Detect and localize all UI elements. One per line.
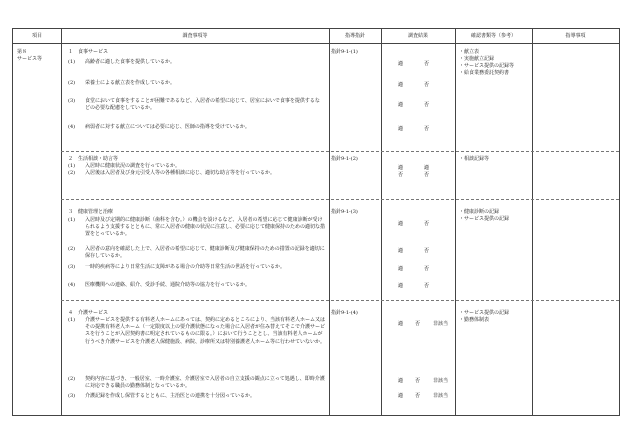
guideline-ref: 指針9-1-(1) — [331, 49, 358, 55]
result-conforming[interactable]: 適 — [398, 126, 404, 132]
header-item: 項目 — [31, 33, 42, 39]
header-survey: 調査事項等 — [182, 33, 208, 39]
row-text: 栄養士による献立表を作成しているか。 — [85, 80, 176, 86]
doc-item: ・サービス提供の記録等 — [459, 63, 515, 69]
doc-item: ・健康診断の記録 — [459, 209, 500, 215]
row-number: (2) — [68, 170, 76, 176]
column-divider — [329, 29, 330, 415]
guideline-ref: 指針9-1-(3) — [331, 209, 358, 215]
section-divider — [61, 300, 619, 301]
row-text: 病弱者に対する献立については必要に応じ、医師の指導を受けているか。 — [85, 124, 250, 130]
section-title: ４ 介護サービス — [68, 310, 109, 316]
header-instruction: 指導事項 — [565, 33, 586, 39]
result-nonconforming[interactable]: 否 — [424, 221, 430, 227]
result-nonconforming[interactable]: 否 — [415, 321, 421, 327]
row-text: 入居時及び定期的に健康診断（歯科を含む。）の機会を設けるなど、入居者の希望に応じて健康診断が受けられるよう支援するとともに、常に入居者の健康の状況に注意し、必要に応じて健康保持のための適切な措置をとっているか。 — [85, 217, 326, 238]
result-nonconforming[interactable]: 否 — [424, 61, 430, 67]
row-number: (2) — [68, 246, 76, 252]
header-divider — [13, 43, 619, 44]
section-title: ２ 生活相談・助言等 — [68, 156, 119, 162]
result-conforming[interactable]: 適 — [398, 393, 404, 399]
result-nonconforming[interactable]: 否 — [424, 82, 430, 88]
row-text: 入居者の意向を確認した上で、入居者の希望に応じて、健康診断及び健康保持のための措置の記録を適切に保存しているか。 — [85, 246, 325, 260]
row-text: 高齢者に適した食事を提供しているか。 — [85, 59, 176, 65]
row-number: (3) — [68, 393, 76, 399]
result-not-applicable[interactable]: 非該当 — [433, 378, 449, 384]
result-nonconforming[interactable]: 否 — [398, 172, 404, 178]
row-text: 食堂において食事をすることが困難であるなど、入居者の希望に応じて、居室においで食事を提供するなどの必要な配慮をしているか。 — [85, 98, 320, 112]
column-divider — [455, 29, 456, 415]
row-number: (2) — [68, 80, 76, 86]
guideline-ref: 指針9-1-(2) — [331, 156, 358, 162]
row-text: 入居後は入居者及び身元引受人等の各種相談に応じ、適切な助言等を行っているか。 — [85, 170, 276, 176]
item-number: 第８ — [17, 49, 28, 55]
header-result: 調査結果 — [407, 33, 428, 39]
result-nonconforming[interactable]: 否 — [424, 172, 430, 178]
row-number: (2) — [68, 376, 76, 382]
row-number: (4) — [68, 282, 76, 288]
header-guideline: 指導指針 — [344, 33, 365, 39]
result-conforming[interactable]: 適 — [424, 165, 430, 171]
result-conforming[interactable]: 適 — [398, 102, 404, 108]
doc-item: ・相談記録等 — [459, 156, 490, 162]
section-divider — [61, 199, 619, 200]
row-text: 医療機関への連絡、紹介、受診手続、通院介助等の協力を行っているか。 — [85, 282, 251, 288]
result-conforming[interactable]: 適 — [398, 82, 404, 88]
row-text: 介護記録を作成し保管するとともに、主治医との連携を十分図っているか。 — [85, 393, 256, 399]
result-conforming[interactable]: 適 — [398, 283, 404, 289]
doc-item: ・サービス提供の記録 — [459, 310, 510, 316]
section-divider — [61, 151, 619, 152]
doc-item: ・サービス提供の記録 — [459, 216, 510, 222]
checklist-table — [12, 28, 620, 416]
row-number: (4) — [68, 124, 76, 130]
item-name: サービス等 — [17, 56, 43, 62]
result-conforming[interactable]: 適 — [398, 165, 404, 171]
row-number: (1) — [68, 59, 76, 65]
result-conforming[interactable]: 適 — [398, 378, 404, 384]
doc-item: ・勤務体制表 — [459, 317, 490, 323]
result-nonconforming[interactable]: 否 — [424, 126, 430, 132]
row-number: (1) — [68, 163, 76, 169]
row-text: 介護サービスを提供する有料老人ホームにあっては、契約に定めるところにより、当該有料老人ホーム又はその提携有料老人ホーム（一定限度以上の要介護状態になった場合に入居者が住み替えてそこで介護サービスを行うことが入居契約書に明定されているものに限る。）において行うこととし、当該有料老人ホームが行うべき介護サービスを介護老人保健施設、病院、診療所又は特別養護老人ホーム等に行わせていないか。 — [85, 317, 326, 345]
result-nonconforming[interactable]: 否 — [424, 283, 430, 289]
doc-item: ・実施献立記録 — [459, 56, 495, 62]
row-text: 契約内容に基づき、一般居室、一時介護室、介護居室で入居者の自立支援の観点に立って処遇し、即時介護に対応できる職員の勤務体制となっているか。 — [85, 376, 325, 390]
row-text: 一時的疾病等により日常生活に支障がある場合の介助等日常生活の世話を行っているか。 — [85, 264, 286, 270]
result-conforming[interactable]: 適 — [398, 266, 404, 272]
column-divider — [381, 29, 382, 415]
result-nonconforming[interactable]: 否 — [424, 102, 430, 108]
result-not-applicable[interactable]: 非該当 — [433, 393, 449, 399]
result-conforming[interactable]: 適 — [398, 61, 404, 67]
result-nonconforming[interactable]: 否 — [424, 248, 430, 254]
guideline-ref: 指針9-1-(4) — [331, 310, 358, 316]
column-divider — [532, 29, 533, 415]
result-conforming[interactable]: 適 — [398, 221, 404, 227]
header-docs: 確認書類等（参考） — [470, 33, 516, 39]
row-number: (1) — [68, 217, 76, 223]
row-number: (1) — [68, 317, 76, 323]
section-title: １ 食事サービス — [68, 49, 109, 55]
result-conforming[interactable]: 適 — [398, 321, 404, 327]
row-number: (3) — [68, 264, 76, 270]
doc-item: ・献立表 — [459, 49, 480, 55]
result-nonconforming[interactable]: 否 — [415, 378, 421, 384]
doc-item: ・給食業務委託契約書 — [459, 70, 510, 76]
result-nonconforming[interactable]: 否 — [415, 393, 421, 399]
row-number: (3) — [68, 98, 76, 104]
result-conforming[interactable]: 適 — [398, 248, 404, 254]
result-nonconforming[interactable]: 否 — [424, 266, 430, 272]
section-title: ３ 健康管理と治療 — [68, 209, 114, 215]
result-not-applicable[interactable]: 非該当 — [433, 321, 449, 327]
row-text: 入居時に健康状況の調査を行っているか。 — [85, 163, 181, 169]
column-divider — [61, 29, 62, 415]
